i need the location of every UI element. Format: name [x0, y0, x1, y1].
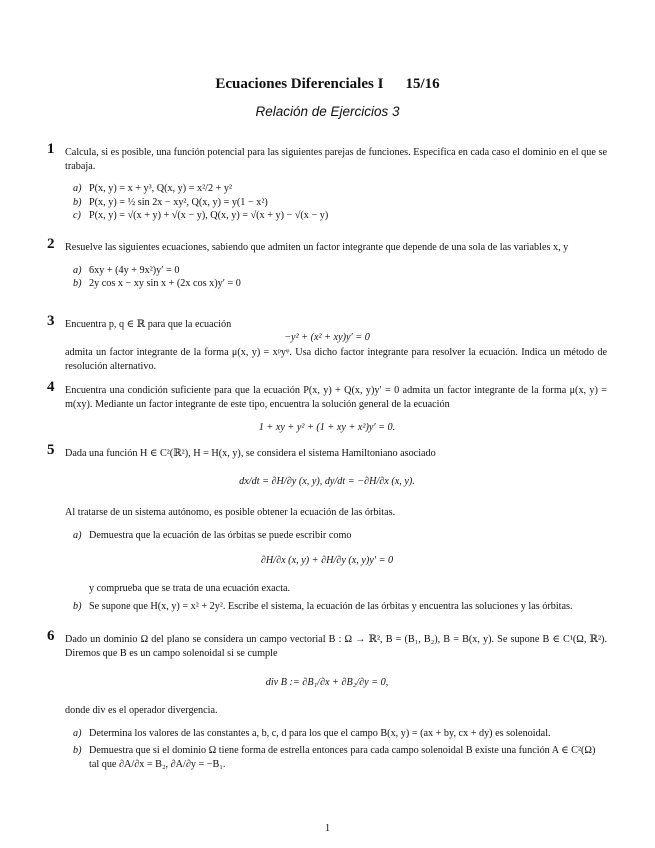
item-label: c): [73, 210, 81, 222]
exercise-number: 6: [47, 628, 55, 644]
exercise-text-continued: admita un factor integrante de la forma μ(x, y) = xᵖyᵠ. Usa dicho factor integrante para resolver la ecuación. Indica un método de resolución alternativo.: [65, 347, 607, 372]
course-title: Ecuaciones Diferenciales I: [215, 76, 384, 92]
exercise-text-continued: donde div es el operador divergencia.: [65, 704, 218, 716]
exercise-text: Dado un dominio Ω del plano se considera un campo vectorial B : Ω → ℝ², B = (B₁, B₂), B = B(x, y). Se supone B ∈ C¹(Ω, ℝ²). Diremos que B es un campo solenoidal si se cumple: [65, 634, 607, 659]
exercise-2: [47, 236, 607, 291]
item-text: Determina los valores de las constantes a, b, c, d para los que el campo B(x, y) = (ax + by, cx + dy) es solenoidal.: [89, 728, 551, 740]
list-item: [73, 264, 607, 278]
exercise-5: [47, 442, 607, 613]
item-math: P(x, y) = x + y³, Q(x, y) = x²/2 + y²: [89, 183, 233, 195]
equation: 1 + xy + y² + (1 + xy + x²)y′ = 0.: [258, 422, 396, 434]
equation: div B := ∂B₁/∂x + ∂B₂/∂y = 0,: [265, 677, 389, 689]
exercise-number: 5: [47, 442, 55, 458]
item-text: Demuestra que la ecuación de las órbitas se puede escribir como: [89, 529, 352, 541]
list-item: [73, 600, 607, 614]
item-text: Demuestra que si el dominio Ω tiene forma de estrella entonces para cada campo solenoidal B existe una función A ∈ C²(Ω) tal que ∂A/∂x = B₂, ∂A/∂y = −B₁.: [89, 744, 596, 770]
list-item: [73, 196, 607, 210]
page-title: [0, 75, 655, 93]
item-label: a): [73, 183, 82, 195]
item-math: P(x, y) = ½ sin 2x − xy², Q(x, y) = y(1 − x²): [89, 196, 268, 208]
equation: −y² + (x² + xy)y′ = 0: [284, 331, 370, 343]
page-number: 1: [324, 823, 331, 834]
exercise-1: [47, 141, 607, 223]
item-text: Se supone que H(x, y) = x² + 2y². Escribe el sistema, la ecuación de las órbitas y encuentra las soluciones y las órbitas.: [89, 600, 573, 612]
exercise-text: Dada una función H ∈ C²(ℝ²), H = H(x, y), se considera el sistema Hamiltoniano asociado: [65, 448, 436, 459]
list-item: [73, 182, 607, 196]
item-label: a): [73, 529, 82, 541]
equation: dx/dt = ∂H/∂y (x, y), dy/dt = −∂H/∂x (x, y).: [239, 475, 415, 487]
exercise-number: 1: [47, 141, 55, 157]
item-label: b): [73, 600, 82, 612]
exercise-number: 2: [47, 236, 55, 252]
list-item: [73, 727, 607, 741]
item-label: a): [73, 264, 82, 276]
item-math: 2y cos x − xy sin x + (2x cos x)y′ = 0: [89, 278, 241, 290]
exercise-number: 3: [47, 313, 55, 329]
list-item: [73, 277, 607, 291]
exercise-number: 4: [47, 379, 55, 395]
item-label: b): [73, 744, 82, 756]
exercise-3: [47, 313, 607, 373]
exercise-text: Encuentra p, q ∈ ℝ para que la ecuación: [65, 319, 232, 330]
exercise-text: Resuelve las siguientes ecuaciones, sabiendo que admiten un factor integrante que depende de una sola de las variables x, y: [65, 242, 569, 253]
equation: ∂H/∂x (x, y) + ∂H/∂y (x, y)y′ = 0: [260, 555, 394, 567]
list-item: [73, 209, 607, 223]
course-year: 15/16: [405, 76, 440, 92]
item-label: a): [73, 728, 82, 740]
exercise-text-continued: Al tratarse de un sistema autónomo, es posible obtener la ecuación de las órbitas.: [65, 507, 396, 519]
item-math: 6xy + (4y + 9x²)y′ = 0: [89, 264, 180, 276]
page-subtitle: Relación de Ejercicios 3: [255, 104, 400, 119]
item-label: b): [73, 196, 82, 208]
item-math: P(x, y) = √(x + y) + √(x − y), Q(x, y) = √(x + y) − √(x − y): [89, 210, 329, 222]
list-item: [73, 529, 607, 543]
exercise-6: [47, 628, 607, 771]
item-label: b): [73, 278, 82, 290]
item-text-continued: y comprueba que se trata de una ecuación exacta.: [89, 582, 291, 594]
list-item: [73, 744, 607, 771]
exercise-4: [47, 379, 607, 435]
exercise-text: Calcula, si es posible, una función potencial para las siguientes parejas de funciones. Especifica en cada caso el dominio en el que se trabaja.: [65, 147, 607, 172]
exercise-text: Encuentra una condición suficiente para que la ecuación P(x, y) + Q(x, y)y′ = 0 admita un factor integrante de la forma μ(x, y) = m(xy). Mediante un factor integrante de este tipo, encuentra la solución general de la ecuación: [65, 385, 607, 410]
